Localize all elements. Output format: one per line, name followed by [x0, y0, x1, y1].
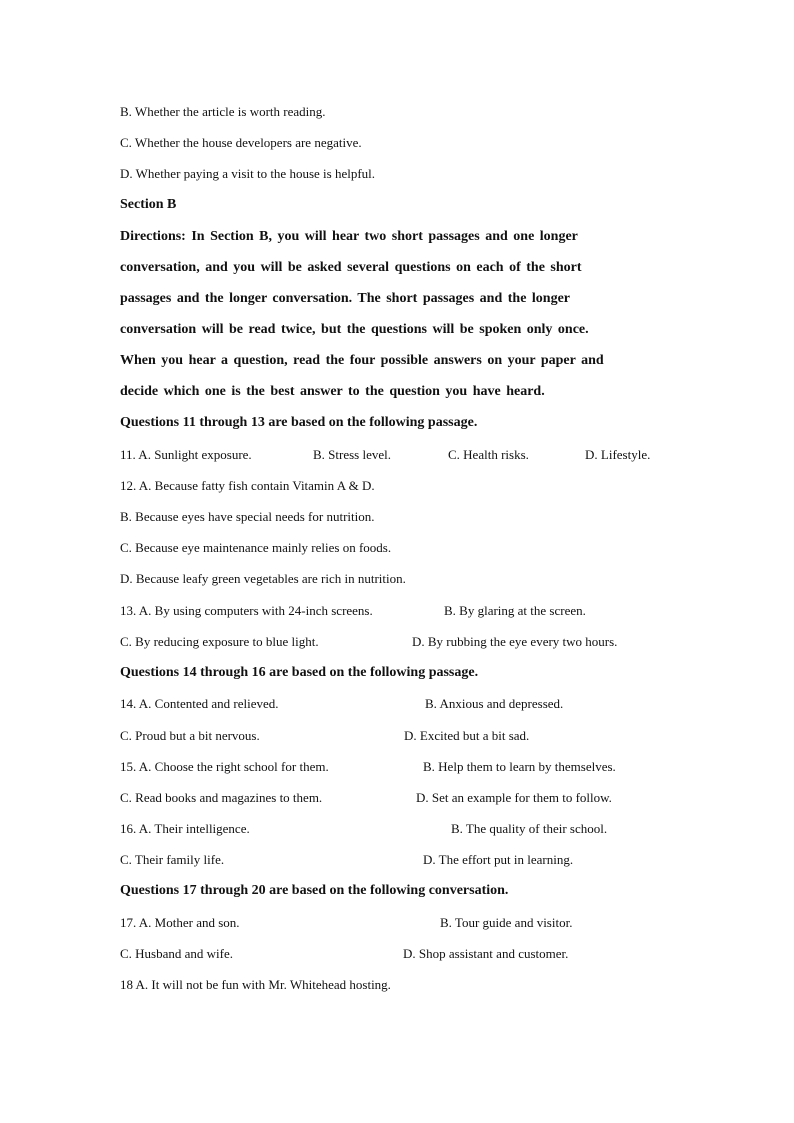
q15-option-c: C. Read books and magazines to them.	[120, 790, 323, 805]
q11-option-a: 11. A. Sunlight exposure.	[120, 447, 252, 462]
q15-option-d: D. Set an example for them to follow.	[416, 790, 612, 805]
q15-option-a: 15. A. Choose the right school for them.	[120, 759, 329, 774]
q12-option-c: C. Because eye maintenance mainly relies on foods.	[120, 540, 392, 555]
directions-line-3: passages and the longer conversation. The short passages and the longer	[120, 291, 571, 306]
q13-option-a: 13. A. By using computers with 24-inch screens.	[120, 603, 373, 618]
directions-line-1: Directions: In Section B, you will hear two short passages and one longer	[120, 229, 578, 244]
q16-option-d: D. The effort put in learning.	[423, 852, 574, 867]
q11-option-d: D. Lifestyle.	[585, 447, 651, 462]
q11-option-b: B. Stress level.	[313, 447, 391, 462]
q14-option-b: B. Anxious and depressed.	[425, 696, 564, 711]
directions-line-2: conversation, and you will be asked several questions on each of the short	[120, 260, 582, 275]
q11-option-c: C. Health risks.	[448, 447, 529, 462]
questions-17-20-heading: Questions 17 through 20 are based on the following conversation.	[120, 883, 509, 898]
q17-option-a: 17. A. Mother and son.	[120, 915, 240, 930]
questions-11-13-heading: Questions 11 through 13 are based on the following passage.	[120, 415, 478, 430]
questions-14-16-heading: Questions 14 through 16 are based on the following passage.	[120, 665, 479, 680]
q13-option-d: D. By rubbing the eye every two hours.	[412, 634, 618, 649]
directions-line-6: decide which one is the best answer to the question you have heard.	[120, 384, 545, 399]
q12-option-a: 12. A. Because fatty fish contain Vitamin A & D.	[120, 478, 375, 493]
q13-option-c: C. By reducing exposure to blue light.	[120, 634, 319, 649]
q12-option-b: B. Because eyes have special needs for nutrition.	[120, 509, 375, 524]
q14-option-a: 14. A. Contented and relieved.	[120, 696, 279, 711]
q16-option-c: C. Their family life.	[120, 852, 225, 867]
q16-option-b: B. The quality of their school.	[451, 821, 608, 836]
q14-option-c: C. Proud but a bit nervous.	[120, 728, 260, 743]
q15-option-b: B. Help them to learn by themselves.	[423, 759, 616, 774]
directions-line-5: When you hear a question, read the four possible answers on your paper and	[120, 353, 604, 368]
q10-option-d: D. Whether paying a visit to the house is helpful.	[120, 166, 376, 181]
directions-line-4: conversation will be read twice, but the questions will be spoken only once.	[120, 322, 589, 337]
q14-option-d: D. Excited but a bit sad.	[404, 728, 530, 743]
section-heading: Section B	[120, 197, 177, 212]
q13-option-b: B. By glaring at the screen.	[444, 603, 586, 618]
q17-option-c: C. Husband and wife.	[120, 946, 234, 961]
q10-option-c: C. Whether the house developers are negative.	[120, 135, 362, 150]
q10-option-b: B. Whether the article is worth reading.	[120, 104, 326, 119]
q12-option-d: D. Because leafy green vegetables are rich in nutrition.	[120, 571, 406, 586]
q17-option-d: D. Shop assistant and customer.	[403, 946, 569, 961]
q16-option-a: 16. A. Their intelligence.	[120, 821, 250, 836]
q17-option-b: B. Tour guide and visitor.	[440, 915, 573, 930]
q18-option-a: 18 A. It will not be fun with Mr. Whitehead hosting.	[120, 977, 391, 992]
